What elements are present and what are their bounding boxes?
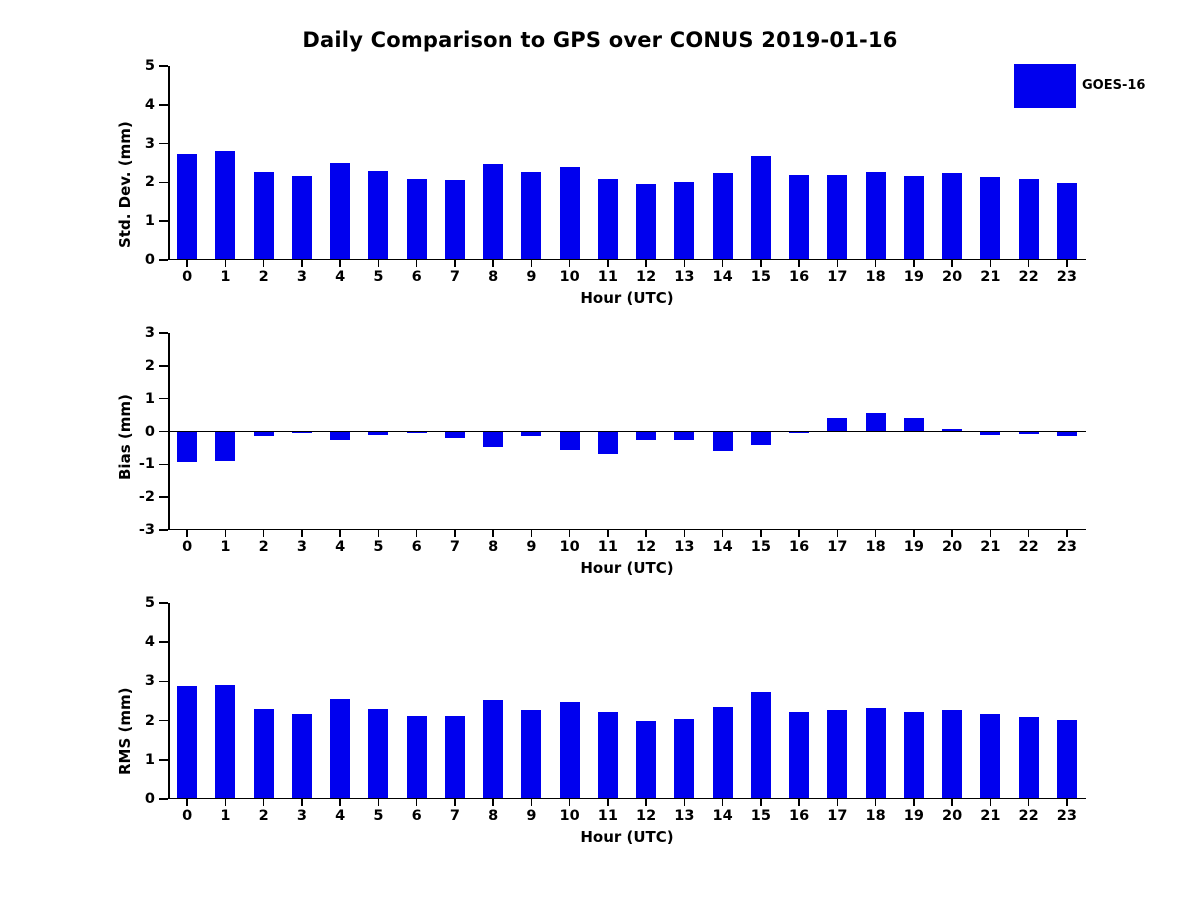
x-tick-label-std-dev-17: 17 — [827, 269, 848, 285]
bar-rms-hour-17 — [827, 710, 847, 799]
bar-bias-hour-23 — [1057, 432, 1077, 437]
bar-bias-hour-18 — [866, 413, 886, 431]
bar-bias-hour-14 — [713, 432, 733, 451]
x-tick-label-bias-23: 23 — [1056, 539, 1077, 555]
x-tick-label-rms-2: 2 — [258, 808, 269, 824]
page-title: Daily Comparison to GPS over CONUS 2019-01-16 — [302, 28, 898, 52]
x-tick-std-dev-11 — [607, 260, 609, 267]
bar-bias-hour-8 — [483, 432, 503, 447]
bar-bias-hour-7 — [445, 432, 465, 439]
x-tick-std-dev-10 — [569, 260, 571, 267]
x-tick-std-dev-9 — [531, 260, 533, 267]
x-axis-line-std-dev — [168, 259, 1086, 261]
x-axis-line-bias — [168, 529, 1086, 531]
x-tick-std-dev-5 — [378, 260, 380, 267]
x-tick-label-rms-3: 3 — [296, 808, 307, 824]
x-tick-label-std-dev-20: 20 — [942, 269, 963, 285]
x-tick-bias-10 — [569, 530, 571, 537]
x-tick-rms-4 — [339, 799, 341, 806]
bar-std-dev-hour-1 — [215, 151, 235, 260]
y-axis-label-rms: RMS (mm) — [116, 687, 134, 775]
bar-bias-hour-2 — [254, 432, 274, 437]
bar-std-dev-hour-4 — [330, 163, 350, 260]
x-tick-rms-10 — [569, 799, 571, 806]
x-axis-label-std-dev: Hour (UTC) — [580, 289, 674, 307]
x-tick-label-rms-12: 12 — [636, 808, 657, 824]
x-tick-bias-14 — [722, 530, 724, 537]
y-tick-label-std-dev-3: 3 — [144, 135, 155, 152]
x-tick-label-bias-1: 1 — [220, 539, 231, 555]
y-tick-label-rms-2: 2 — [144, 712, 155, 729]
y-tick-std-dev-1 — [159, 220, 168, 222]
x-tick-label-std-dev-2: 2 — [258, 269, 269, 285]
y-tick-label-std-dev-0: 0 — [144, 252, 155, 268]
x-tick-label-bias-16: 16 — [789, 539, 810, 555]
bar-rms-hour-20 — [942, 710, 962, 799]
x-tick-label-std-dev-15: 15 — [750, 269, 771, 285]
x-tick-bias-16 — [798, 530, 800, 537]
x-tick-label-rms-13: 13 — [674, 808, 695, 824]
x-tick-label-rms-17: 17 — [827, 808, 848, 824]
bar-rms-hour-16 — [789, 712, 809, 799]
legend-label-goes16: GOES-16 — [1082, 78, 1146, 93]
x-tick-bias-3 — [301, 530, 303, 537]
bar-rms-hour-14 — [713, 707, 733, 799]
x-tick-rms-16 — [798, 799, 800, 806]
x-tick-label-bias-5: 5 — [373, 539, 384, 555]
x-tick-bias-11 — [607, 530, 609, 537]
x-tick-label-bias-9: 9 — [526, 539, 537, 555]
bar-std-dev-hour-9 — [521, 172, 541, 260]
x-tick-label-bias-14: 14 — [712, 539, 733, 555]
y-tick-bias-4 — [159, 398, 168, 400]
x-tick-std-dev-4 — [339, 260, 341, 267]
y-tick-label-rms-3: 3 — [144, 673, 155, 690]
x-tick-label-std-dev-4: 4 — [335, 269, 346, 285]
y-tick-std-dev-4 — [159, 104, 168, 106]
bar-bias-hour-10 — [560, 432, 580, 451]
y-tick-std-dev-3 — [159, 143, 168, 145]
x-tick-bias-21 — [990, 530, 992, 537]
y-axis-line-bias — [168, 333, 170, 530]
y-tick-label-rms-4: 4 — [144, 634, 155, 651]
bar-std-dev-hour-5 — [368, 171, 388, 260]
x-tick-label-std-dev-14: 14 — [712, 269, 733, 285]
x-tick-label-bias-6: 6 — [411, 539, 422, 555]
y-tick-label-bias-0: -3 — [138, 522, 155, 538]
y-axis-line-rms — [168, 603, 170, 799]
x-tick-label-std-dev-22: 22 — [1018, 269, 1039, 285]
bar-bias-hour-20 — [942, 429, 962, 432]
y-tick-label-bias-4: 1 — [144, 390, 155, 407]
x-tick-std-dev-22 — [1028, 260, 1030, 267]
bar-rms-hour-19 — [904, 712, 924, 799]
x-tick-label-rms-9: 9 — [526, 808, 537, 824]
bar-bias-hour-6 — [407, 432, 427, 434]
y-tick-std-dev-5 — [159, 65, 168, 67]
bar-rms-hour-12 — [636, 721, 656, 799]
x-tick-label-bias-18: 18 — [865, 539, 886, 555]
x-tick-std-dev-0 — [186, 260, 188, 267]
x-tick-label-rms-11: 11 — [597, 808, 618, 824]
x-tick-bias-0 — [186, 530, 188, 537]
x-tick-label-std-dev-12: 12 — [636, 269, 657, 285]
bar-std-dev-hour-11 — [598, 179, 618, 260]
x-tick-label-bias-13: 13 — [674, 539, 695, 555]
x-tick-label-rms-4: 4 — [335, 808, 346, 824]
x-tick-label-std-dev-9: 9 — [526, 269, 537, 285]
x-tick-label-bias-15: 15 — [750, 539, 771, 555]
y-tick-label-rms-0: 0 — [144, 791, 155, 807]
bar-bias-hour-9 — [521, 432, 541, 437]
bar-std-dev-hour-8 — [483, 164, 503, 260]
plot-area-rms — [144, 595, 1086, 824]
y-tick-label-rms-1: 1 — [144, 751, 155, 768]
x-tick-rms-8 — [492, 799, 494, 806]
bar-rms-hour-15 — [751, 692, 771, 799]
x-tick-label-bias-4: 4 — [335, 539, 346, 555]
bar-bias-hour-12 — [636, 432, 656, 441]
bar-std-dev-hour-18 — [866, 172, 886, 260]
x-tick-std-dev-6 — [416, 260, 418, 267]
bar-rms-hour-4 — [330, 699, 350, 799]
y-tick-bias-5 — [159, 365, 168, 367]
x-tick-label-bias-17: 17 — [827, 539, 848, 555]
bar-bias-hour-22 — [1019, 432, 1039, 435]
bar-rms-hour-7 — [445, 716, 465, 799]
x-tick-rms-0 — [186, 799, 188, 806]
bar-rms-hour-21 — [980, 714, 1000, 799]
x-tick-rms-9 — [531, 799, 533, 806]
panel-rms — [144, 595, 1086, 824]
x-tick-label-std-dev-13: 13 — [674, 269, 695, 285]
x-tick-label-rms-1: 1 — [220, 808, 231, 824]
x-tick-rms-3 — [301, 799, 303, 806]
x-tick-rms-22 — [1028, 799, 1030, 806]
x-tick-rms-15 — [760, 799, 762, 806]
bar-bias-hour-0 — [177, 432, 197, 462]
x-tick-label-rms-19: 19 — [903, 808, 924, 824]
y-tick-label-bias-3: 0 — [144, 423, 155, 440]
bar-rms-hour-22 — [1019, 717, 1039, 799]
x-tick-label-rms-18: 18 — [865, 808, 886, 824]
x-tick-rms-7 — [454, 799, 456, 806]
x-tick-label-bias-10: 10 — [559, 539, 580, 555]
x-tick-bias-8 — [492, 530, 494, 537]
y-tick-label-bias-5: 2 — [144, 357, 155, 374]
x-tick-bias-17 — [837, 530, 839, 537]
plot-area-std-dev — [144, 58, 1086, 285]
x-tick-rms-2 — [263, 799, 265, 806]
x-tick-bias-23 — [1066, 530, 1068, 537]
bar-rms-hour-9 — [521, 710, 541, 799]
x-tick-std-dev-7 — [454, 260, 456, 267]
x-tick-label-rms-0: 0 — [182, 808, 193, 824]
x-tick-label-rms-10: 10 — [559, 808, 580, 824]
bar-rms-hour-13 — [674, 719, 694, 799]
x-tick-std-dev-17 — [837, 260, 839, 267]
x-tick-rms-6 — [416, 799, 418, 806]
y-axis-line-std-dev — [168, 66, 170, 260]
x-tick-std-dev-19 — [913, 260, 915, 267]
x-tick-rms-14 — [722, 799, 724, 806]
bar-std-dev-hour-2 — [254, 172, 274, 260]
bar-bias-hour-5 — [368, 432, 388, 435]
x-tick-bias-20 — [951, 530, 953, 537]
x-tick-label-rms-23: 23 — [1056, 808, 1077, 824]
bar-bias-hour-3 — [292, 432, 312, 434]
x-tick-label-bias-3: 3 — [296, 539, 307, 555]
y-tick-label-bias-2: -1 — [138, 456, 155, 473]
panel-std-dev — [144, 58, 1086, 285]
bar-rms-hour-8 — [483, 700, 503, 799]
bar-std-dev-hour-23 — [1057, 183, 1077, 260]
x-tick-label-std-dev-5: 5 — [373, 269, 384, 285]
x-tick-bias-18 — [875, 530, 877, 537]
bar-rms-hour-0 — [177, 686, 197, 799]
bar-bias-hour-13 — [674, 432, 694, 440]
y-axis-label-bias: Bias (mm) — [116, 394, 134, 480]
x-tick-label-std-dev-19: 19 — [903, 269, 924, 285]
bar-rms-hour-18 — [866, 708, 886, 799]
bar-rms-hour-11 — [598, 712, 618, 799]
x-tick-std-dev-13 — [684, 260, 686, 267]
y-tick-label-bias-6: 3 — [144, 325, 155, 341]
x-axis-line-rms — [168, 798, 1086, 800]
x-tick-label-bias-2: 2 — [258, 539, 269, 555]
bar-std-dev-hour-7 — [445, 180, 465, 260]
x-tick-rms-19 — [913, 799, 915, 806]
bar-std-dev-hour-17 — [827, 175, 847, 260]
x-tick-label-rms-5: 5 — [373, 808, 384, 824]
y-tick-label-rms-5: 5 — [144, 595, 155, 611]
x-tick-label-bias-20: 20 — [942, 539, 963, 555]
x-tick-std-dev-16 — [798, 260, 800, 267]
x-tick-label-std-dev-16: 16 — [789, 269, 810, 285]
x-tick-rms-17 — [837, 799, 839, 806]
x-tick-bias-22 — [1028, 530, 1030, 537]
bar-std-dev-hour-10 — [560, 167, 580, 260]
x-tick-label-rms-15: 15 — [750, 808, 771, 824]
y-tick-std-dev-2 — [159, 182, 168, 184]
x-tick-rms-23 — [1066, 799, 1068, 806]
bar-bias-hour-15 — [751, 432, 771, 445]
x-tick-rms-13 — [684, 799, 686, 806]
bar-std-dev-hour-22 — [1019, 179, 1039, 260]
x-tick-std-dev-3 — [301, 260, 303, 267]
y-tick-label-std-dev-2: 2 — [144, 174, 155, 191]
x-tick-label-std-dev-18: 18 — [865, 269, 886, 285]
x-tick-label-rms-7: 7 — [449, 808, 460, 824]
x-tick-rms-21 — [990, 799, 992, 806]
bar-std-dev-hour-15 — [751, 156, 771, 260]
x-tick-label-bias-12: 12 — [636, 539, 657, 555]
x-tick-bias-5 — [378, 530, 380, 537]
x-tick-std-dev-1 — [225, 260, 227, 267]
bar-rms-hour-6 — [407, 716, 427, 799]
x-tick-std-dev-20 — [951, 260, 953, 267]
x-tick-std-dev-15 — [760, 260, 762, 267]
x-tick-label-bias-7: 7 — [449, 539, 460, 555]
bar-std-dev-hour-20 — [942, 173, 962, 260]
bar-std-dev-hour-19 — [904, 176, 924, 260]
x-tick-label-bias-11: 11 — [597, 539, 618, 555]
y-tick-rms-3 — [159, 681, 168, 683]
plot-area-bias — [138, 325, 1086, 555]
x-tick-std-dev-18 — [875, 260, 877, 267]
x-tick-rms-5 — [378, 799, 380, 806]
x-tick-label-rms-20: 20 — [942, 808, 963, 824]
bar-rms-hour-1 — [215, 685, 235, 799]
bar-bias-hour-16 — [789, 432, 809, 434]
x-tick-label-std-dev-11: 11 — [597, 269, 618, 285]
x-tick-std-dev-21 — [990, 260, 992, 267]
bar-std-dev-hour-3 — [292, 176, 312, 260]
bar-rms-hour-3 — [292, 714, 312, 799]
y-tick-rms-5 — [159, 602, 168, 604]
x-tick-label-bias-22: 22 — [1018, 539, 1039, 555]
bar-bias-hour-21 — [980, 432, 1000, 436]
x-tick-label-std-dev-21: 21 — [980, 269, 1001, 285]
y-tick-bias-1 — [159, 496, 168, 498]
bar-bias-hour-19 — [904, 418, 924, 431]
y-tick-rms-0 — [159, 798, 168, 800]
x-tick-bias-15 — [760, 530, 762, 537]
x-tick-label-rms-6: 6 — [411, 808, 422, 824]
x-tick-label-rms-21: 21 — [980, 808, 1001, 824]
x-tick-std-dev-23 — [1066, 260, 1068, 267]
bar-std-dev-hour-14 — [713, 173, 733, 260]
x-tick-rms-20 — [951, 799, 953, 806]
bar-rms-hour-10 — [560, 702, 580, 799]
x-tick-label-std-dev-8: 8 — [488, 269, 499, 285]
x-axis-label-bias: Hour (UTC) — [580, 559, 674, 577]
x-tick-label-std-dev-23: 23 — [1056, 269, 1077, 285]
x-tick-label-rms-8: 8 — [488, 808, 499, 824]
y-tick-label-std-dev-4: 4 — [144, 96, 155, 113]
x-tick-label-rms-22: 22 — [1018, 808, 1039, 824]
x-tick-label-bias-19: 19 — [903, 539, 924, 555]
x-tick-label-rms-16: 16 — [789, 808, 810, 824]
x-tick-std-dev-8 — [492, 260, 494, 267]
bar-std-dev-hour-21 — [980, 177, 1000, 260]
bar-std-dev-hour-0 — [177, 154, 197, 260]
y-tick-label-std-dev-1: 1 — [144, 213, 155, 230]
y-tick-rms-2 — [159, 720, 168, 722]
bar-std-dev-hour-12 — [636, 184, 656, 260]
y-tick-label-std-dev-5: 5 — [144, 58, 155, 74]
x-tick-label-rms-14: 14 — [712, 808, 733, 824]
x-tick-std-dev-12 — [645, 260, 647, 267]
bar-rms-hour-23 — [1057, 720, 1077, 799]
x-axis-label-rms: Hour (UTC) — [580, 828, 674, 846]
x-tick-bias-2 — [263, 530, 265, 537]
bar-bias-hour-4 — [330, 432, 350, 441]
bar-rms-hour-5 — [368, 709, 388, 799]
x-tick-std-dev-2 — [263, 260, 265, 267]
x-tick-rms-11 — [607, 799, 609, 806]
x-tick-label-bias-8: 8 — [488, 539, 499, 555]
x-tick-label-std-dev-6: 6 — [411, 269, 422, 285]
bar-bias-hour-11 — [598, 432, 618, 455]
x-tick-bias-7 — [454, 530, 456, 537]
bar-std-dev-hour-13 — [674, 182, 694, 260]
bar-std-dev-hour-6 — [407, 179, 427, 260]
x-tick-bias-19 — [913, 530, 915, 537]
y-tick-bias-3 — [159, 431, 168, 433]
x-tick-bias-12 — [645, 530, 647, 537]
x-tick-label-std-dev-0: 0 — [182, 269, 193, 285]
x-tick-bias-1 — [225, 530, 227, 537]
y-tick-label-bias-1: -2 — [138, 489, 155, 506]
bar-bias-hour-17 — [827, 418, 847, 431]
x-tick-label-bias-0: 0 — [182, 539, 193, 555]
x-tick-label-std-dev-1: 1 — [220, 269, 231, 285]
x-tick-label-bias-21: 21 — [980, 539, 1001, 555]
x-tick-std-dev-14 — [722, 260, 724, 267]
x-tick-bias-6 — [416, 530, 418, 537]
x-tick-rms-12 — [645, 799, 647, 806]
x-tick-bias-9 — [531, 530, 533, 537]
x-tick-label-std-dev-10: 10 — [559, 269, 580, 285]
bar-std-dev-hour-16 — [789, 175, 809, 260]
y-tick-rms-4 — [159, 641, 168, 643]
bar-bias-hour-1 — [215, 432, 235, 462]
x-tick-bias-13 — [684, 530, 686, 537]
panel-bias — [138, 325, 1086, 555]
y-tick-bias-6 — [159, 332, 168, 334]
bar-rms-hour-2 — [254, 709, 274, 799]
y-tick-std-dev-0 — [159, 259, 168, 261]
y-tick-rms-1 — [159, 759, 168, 761]
y-axis-label-std-dev: Std. Dev. (mm) — [116, 121, 134, 248]
x-tick-rms-18 — [875, 799, 877, 806]
y-tick-bias-2 — [159, 464, 168, 466]
x-tick-rms-1 — [225, 799, 227, 806]
y-tick-bias-0 — [159, 529, 168, 531]
x-tick-label-std-dev-3: 3 — [296, 269, 307, 285]
x-tick-label-std-dev-7: 7 — [449, 269, 460, 285]
x-tick-bias-4 — [339, 530, 341, 537]
